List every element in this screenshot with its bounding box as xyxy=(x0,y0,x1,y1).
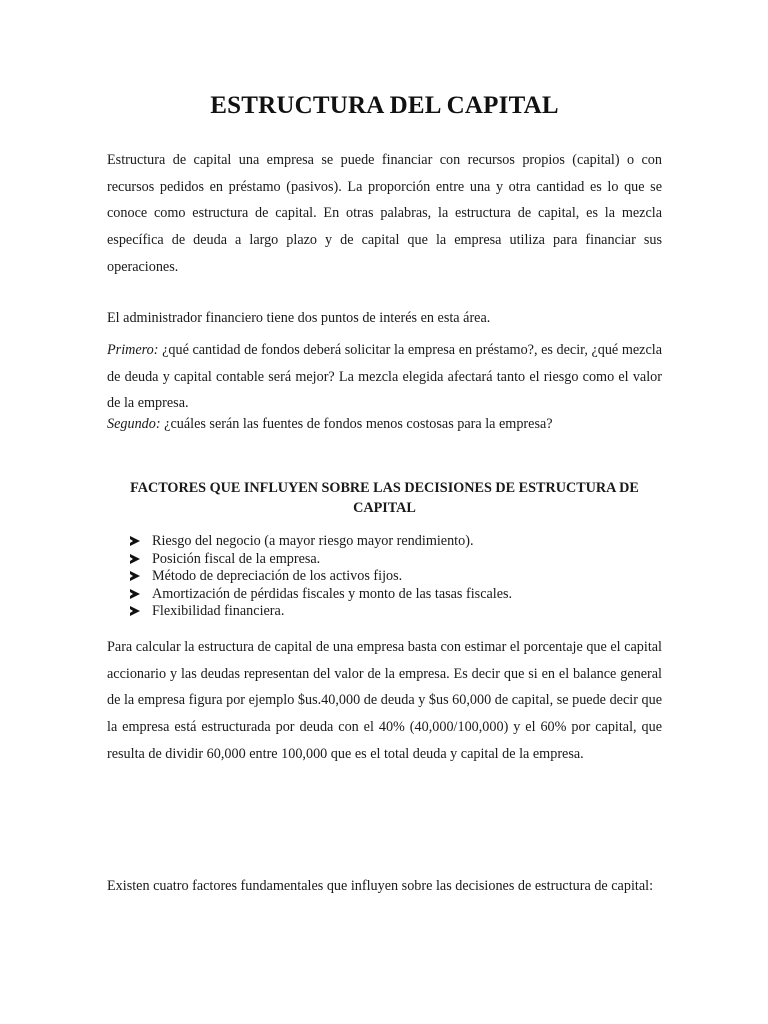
arrow-bullet-icon xyxy=(130,536,140,546)
section-heading: FACTORES QUE INFLUYEN SOBRE LAS DECISIONES DE ESTRUCTURA DE CAPITAL xyxy=(130,480,639,516)
intro-paragraph: Estructura de capital una empresa se puede financiar con recursos propios (capital) o con recursos pedidos en préstamo (pasivos). La proporción entre una y otra cantidad es lo que se conoce como estructura de capital. En otras palabras, la estructura de capital, es la mezcla específica de deuda a largo plazo y de capital que la empresa utiliza para financiar sus operaciones. xyxy=(107,152,662,275)
primero-text: ¿qué cantidad de fondos deberá solicitar la empresa en préstamo?, es decir, ¿qué mezcla de deuda y capital contable será mejor? La mezcla elegida afectará tanto el riesgo como el valor de la empresa. xyxy=(107,342,662,412)
list-item-text: Riesgo del negocio (a mayor riesgo mayor rendimiento). xyxy=(152,533,474,549)
arrow-bullet-icon xyxy=(130,554,140,564)
list-item xyxy=(130,568,512,586)
list-item xyxy=(130,551,512,569)
list-item xyxy=(130,603,512,621)
primero-label: Primero: xyxy=(107,342,159,358)
closing-paragraph: Existen cuatro factores fundamentales que influyen sobre las decisiones de estructura de capital: xyxy=(107,878,654,894)
segundo-label: Segundo: xyxy=(107,416,161,432)
primero-paragraph xyxy=(107,337,662,417)
list-item-text: Posición fiscal de la empresa. xyxy=(152,550,321,567)
document-title: ESTRUCTURA DEL CAPITAL xyxy=(210,92,559,119)
segundo-text: ¿cuáles serán las fuentes de fondos menos costosas para la empresa? xyxy=(160,416,553,432)
list-item-text: Método de depreciación de los activos fijos. xyxy=(152,568,403,585)
factors-list xyxy=(130,533,512,621)
list-item-text: Flexibilidad financiera. xyxy=(152,603,285,620)
arrow-bullet-icon xyxy=(130,589,140,599)
arrow-bullet-icon xyxy=(130,571,140,581)
arrow-bullet-icon xyxy=(130,606,140,616)
admin-paragraph: El administrador financiero tiene dos puntos de interés en esta área. xyxy=(107,310,491,326)
list-item-text: Amortización de pérdidas fiscales y monto de las tasas fiscales. xyxy=(152,585,513,602)
list-item xyxy=(130,586,512,604)
list-item xyxy=(130,533,512,551)
calculation-paragraph: Para calcular la estructura de capital de una empresa basta con estimar el porcentaje que el capital accionario y las deudas representan del valor de la empresa. Es decir que si en el balance general de la empresa figura por ejemplo $us.40,000 de deuda y $us 60,000 de capital, se puede decir que la empresa está estructurada por deuda con el 40% (40,000/100,000) y el 60% por capital, que resulta de dividir 60,000 entre 100,000 que es el total deuda y capital de la empresa. xyxy=(107,639,662,762)
segundo-paragraph xyxy=(107,416,662,433)
